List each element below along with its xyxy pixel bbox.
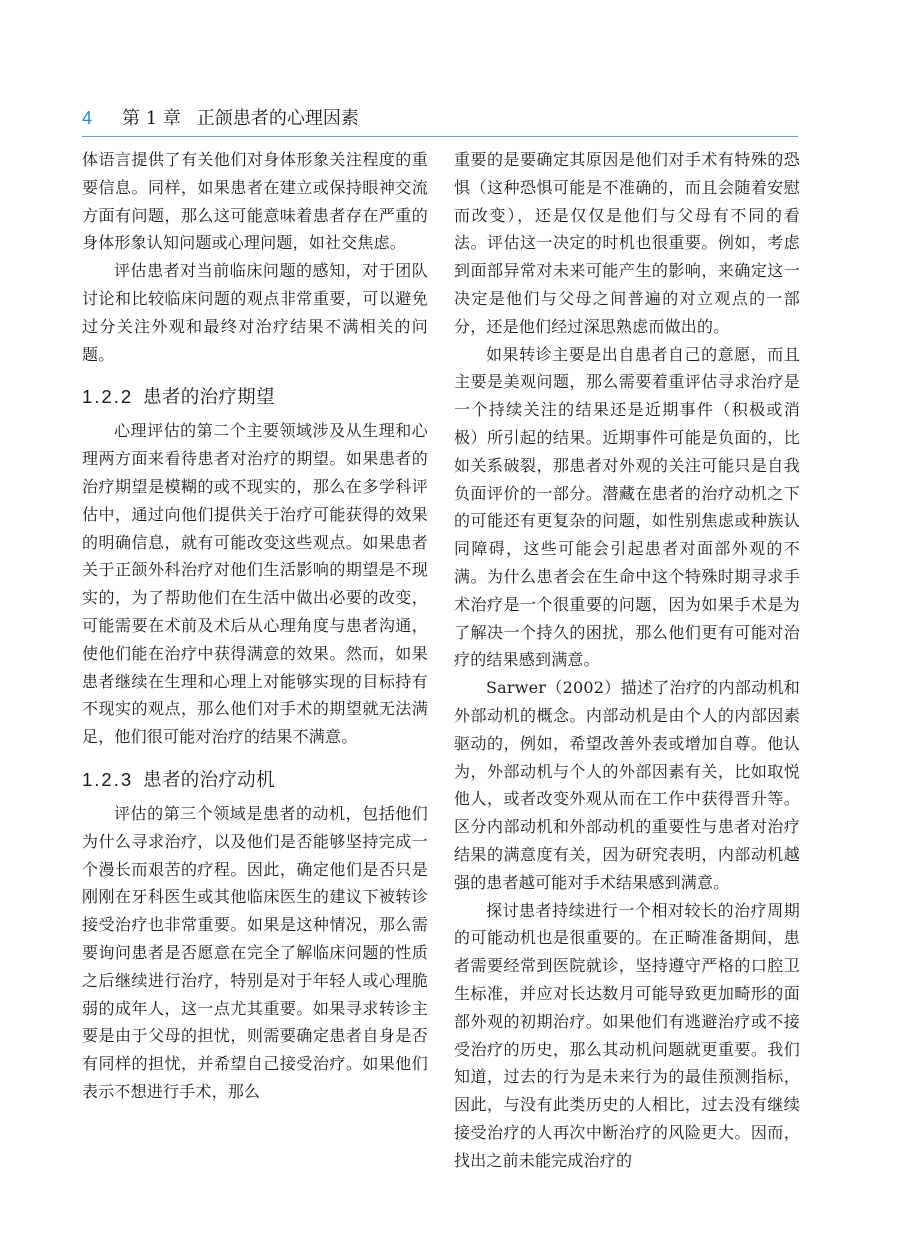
section-heading-1-2-2 [82,382,428,413]
paragraph: 探讨患者持续进行一个相对较长的治疗周期的可能动机也是很重要的。在正畸准备期间，患者需要经常到医院就诊，坚持遵守严格的口腔卫生标准，并应对长达数月可能导致更加畸形的面部外观的初期治疗。如果他们有逃避治疗或不接受治疗的历史，那么其动机问题就更重要。我们知道，过去的行为是未来行为的最佳预测指标，因此，与没有此类历史的人相比，过去没有继续接受治疗的人再次中断治疗的风险更大。因而，找出之前未能完成治疗的 [454,900,800,1170]
section-number: 1.2.2 [82,386,134,408]
left-column [82,146,428,1106]
page-number: 4 [82,108,93,128]
chapter-label: 第 1 章 [122,108,181,129]
section-title: 患者的治疗期望 [143,387,275,409]
running-header [82,104,798,132]
section-title: 患者的治疗动机 [143,769,275,791]
paragraph: Sarwer（2002）描述了治疗的内部动机和外部动机的概念。内部动机是由个人的内部因素驱动的，例如，希望改善外表或增加自尊。他认为，外部动机与个人的外部因素有关，比如取悦他人，或者改变外观从而在工作中获得晋升等。区分内部动机和外部动机的重要性与患者对治疗结果的满意度有关，因为研究表明，内部动机越强的患者越可能对手术结果感到满意。 [454,678,800,892]
chapter-title: 正颌患者的心理因素 [196,108,359,129]
section-number: 1.2.3 [82,768,134,790]
right-column [454,146,800,1174]
header-rule [82,136,798,137]
paragraph: 心理评估的第二个主要领域涉及从生理和心理两方面来看待患者对治疗的期望。如果患者的治疗期望是模糊的或不现实的，那么在多学科评估中，通过向他们提供关于治疗可能获得的效果的明确信息，就有可能改变这些观点。如果患者关于正颌外科治疗对他们生活影响的期望是不现实的，为了帮助他们在生活中做出必要的改变，可能需要在术前及术后从心理角度与患者沟通，使他们能在治疗中获得满意的效果。然而，如果患者继续在生理和心理上对能够实现的目标持有不现实的观点，那么他们对手术的期望就无法满足，他们很可能对治疗的结果不满意。 [82,421,428,747]
paragraph: 评估患者对当前临床问题的感知，对于团队讨论和比较临床问题的观点非常重要，可以避免过分关注外观和最终对治疗结果不满相关的问题。 [82,261,428,364]
paragraph: 如果转诊主要是出自患者自己的意愿，而且主要是美观问题，那么需要着重评估寻求治疗是一个持续关注的结果还是近期事件（积极或消极）所引起的结果。近期事件可能是负面的，比如关系破裂，那患者对外观的关注可能只是自我负面评价的一部分。潜藏在患者的治疗动机之下的可能还有更复杂的问题，如性别焦虑或种族认同障碍，这些可能会引起患者对面部外观的不满。为什么患者会在生命中这个特殊时期寻求手术治疗是一个很重要的问题，因为如果手术是为了解决一个持久的困扰，那么他们更有可能对治疗的结果感到满意。 [454,344,800,670]
paragraph: 评估的第三个领域是患者的动机，包括他们为什么寻求治疗，以及他们是否能够坚持完成一个漫长而艰苦的疗程。因此，确定他们是否只是刚刚在牙科医生或其他临床医生的建议下被转诊接受治疗也非常重要。如果是这种情况，那么需要询问患者是否愿意在完全了解临床问题的性质之后继续进行治疗，特别是对于年轻人或心理脆弱的成年人，这一点尤其重要。如果寻求转诊主要是由于父母的担忧，则需要确定患者自身是否有同样的担忧，并希望自己接受治疗。如果他们表示不想进行手术，那么 [82,803,428,1101]
paragraph: 重要的是要确定其原因是他们对手术有特殊的恐惧（这种恐惧可能是不准确的，而且会随着安慰而改变），还是仅仅是他们与父母有不同的看法。评估这一决定的时机也很重要。例如，考虑到面部异常对未来可能产生的影响，来确定这一决定是他们与父母之间普遍的对立观点的一部分，还是他们经过深思熟虑而做出的。 [454,150,800,336]
section-heading-1-2-3 [82,765,428,796]
paragraph: 体语言提供了有关他们对身体形象关注程度的重要信息。同样，如果患者在建立或保持眼神交流方面有问题，那么这可能意味着患者存在严重的身体形象认知问题或心理问题，如社交焦虑。 [82,150,428,253]
